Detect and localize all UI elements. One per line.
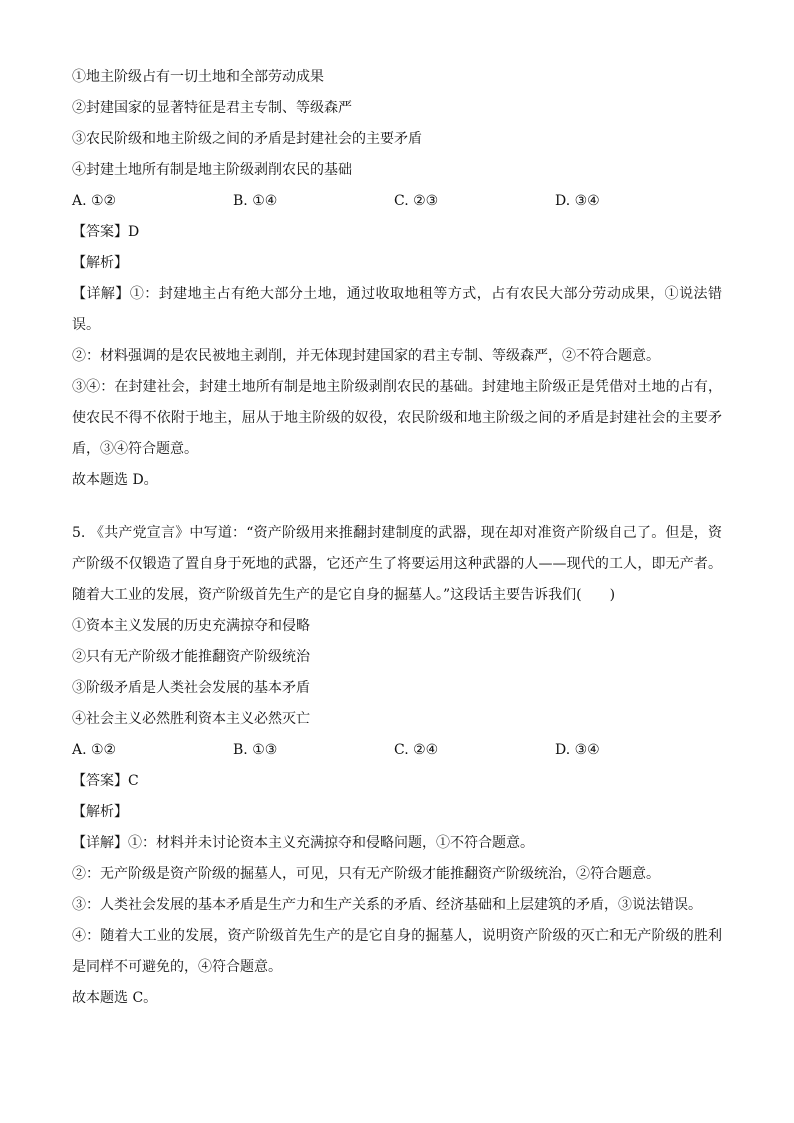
q4-option-b: B. ①④	[233, 193, 278, 209]
q4-detail-3: ③④：在封建社会，封建土地所有制是地主阶级剥削农民的基础。封建地主阶级正是凭借对土地的占有，使农民不得不依附于地主，屈从于地主阶级的奴役，农民阶级和地主阶级之间的矛盾是封建社会的主要矛盾，③④符合题意。	[72, 379, 722, 457]
q4-statement-1: ①地主阶级占有一切土地和全部劳动成果	[72, 69, 324, 85]
q4-detail-1: 【详解】①：封建地主占有绝大部分土地，通过收取地租等方式，占有农民大部分劳动成果，①说法错误。	[72, 286, 722, 333]
section-gap	[72, 496, 722, 518]
document-page	[72, 62, 722, 1014]
q5-answer: 【答案】C	[72, 773, 139, 789]
q5-detail-1: 【详解】①：材料并未讨论资本主义充满掠夺和侵略问题，①不符合题意。	[72, 835, 534, 851]
q4-option-d: D. ③④	[555, 193, 600, 209]
q4-statements	[72, 62, 722, 186]
q4-detail-2: ②：材料强调的是农民被地主剥削，并无体现封建国家的君主专制、等级森严，②不符合题意。	[72, 348, 660, 364]
q4-options	[72, 186, 722, 217]
q4-option-a: A. ①②	[72, 193, 117, 209]
q5-statements	[72, 611, 722, 735]
q4-statement-4: ④封建土地所有制是地主阶级剥削农民的基础	[72, 162, 352, 178]
q5-detail-2: ②：无产阶级是资产阶级的掘墓人，可见，只有无产阶级才能推翻资产阶级统治，②符合题意。	[72, 866, 660, 882]
q5-statement-1: ①资本主义发展的历史充满掠夺和侵略	[72, 618, 310, 634]
q5-statement-3: ③阶级矛盾是人类社会发展的基本矛盾	[72, 680, 310, 696]
q5-statement-4: ④社会主义必然胜利资本主义必然灭亡	[72, 711, 310, 727]
q4-answer: 【答案】D	[72, 224, 140, 240]
q5-detail-3: ③：人类社会发展的基本矛盾是生产力和生产关系的矛盾、经济基础和上层建筑的矛盾，③说法错误。	[72, 897, 702, 913]
q4-statement-3: ③农民阶级和地主阶级之间的矛盾是封建社会的主要矛盾	[72, 131, 422, 147]
q5-option-a: A. ①②	[72, 742, 117, 758]
q5-option-d: D. ③④	[555, 742, 600, 758]
q4-statement-2: ②封建国家的显著特征是君主专制、等级森严	[72, 100, 352, 116]
q5-stem: 5. 《共产党宣言》中写道：“资产阶级用来推翻封建制度的武器，现在却对准资产阶级自己了。但是，资产阶级不仅锻造了置自身于死地的武器，它还产生了将要运用这种武器的人——现代的工人，即无产者。随着大工业的发展，资产阶级首先生产的是它自身的掘墓人。”这段话主要告诉我们( )	[72, 525, 722, 603]
q5-statement-2: ②只有无产阶级才能推翻资产阶级统治	[72, 649, 310, 665]
q5-conclusion: 故本题选 C。	[72, 990, 158, 1006]
q4-option-c: C. ②③	[394, 193, 439, 209]
q5-option-c: C. ②④	[394, 742, 439, 758]
q5-options	[72, 735, 722, 766]
q5-detail-4: ④：随着大工业的发展，资产阶级首先生产的是它自身的掘墓人，说明资产阶级的灭亡和无产阶级的胜利是同样不可避免的，④符合题意。	[72, 928, 722, 975]
q5-analysis-label: 【解析】	[72, 804, 128, 820]
q4-analysis-label: 【解析】	[72, 255, 128, 271]
q5-option-b: B. ①③	[233, 742, 278, 758]
q4-conclusion: 故本题选 D。	[72, 472, 158, 488]
